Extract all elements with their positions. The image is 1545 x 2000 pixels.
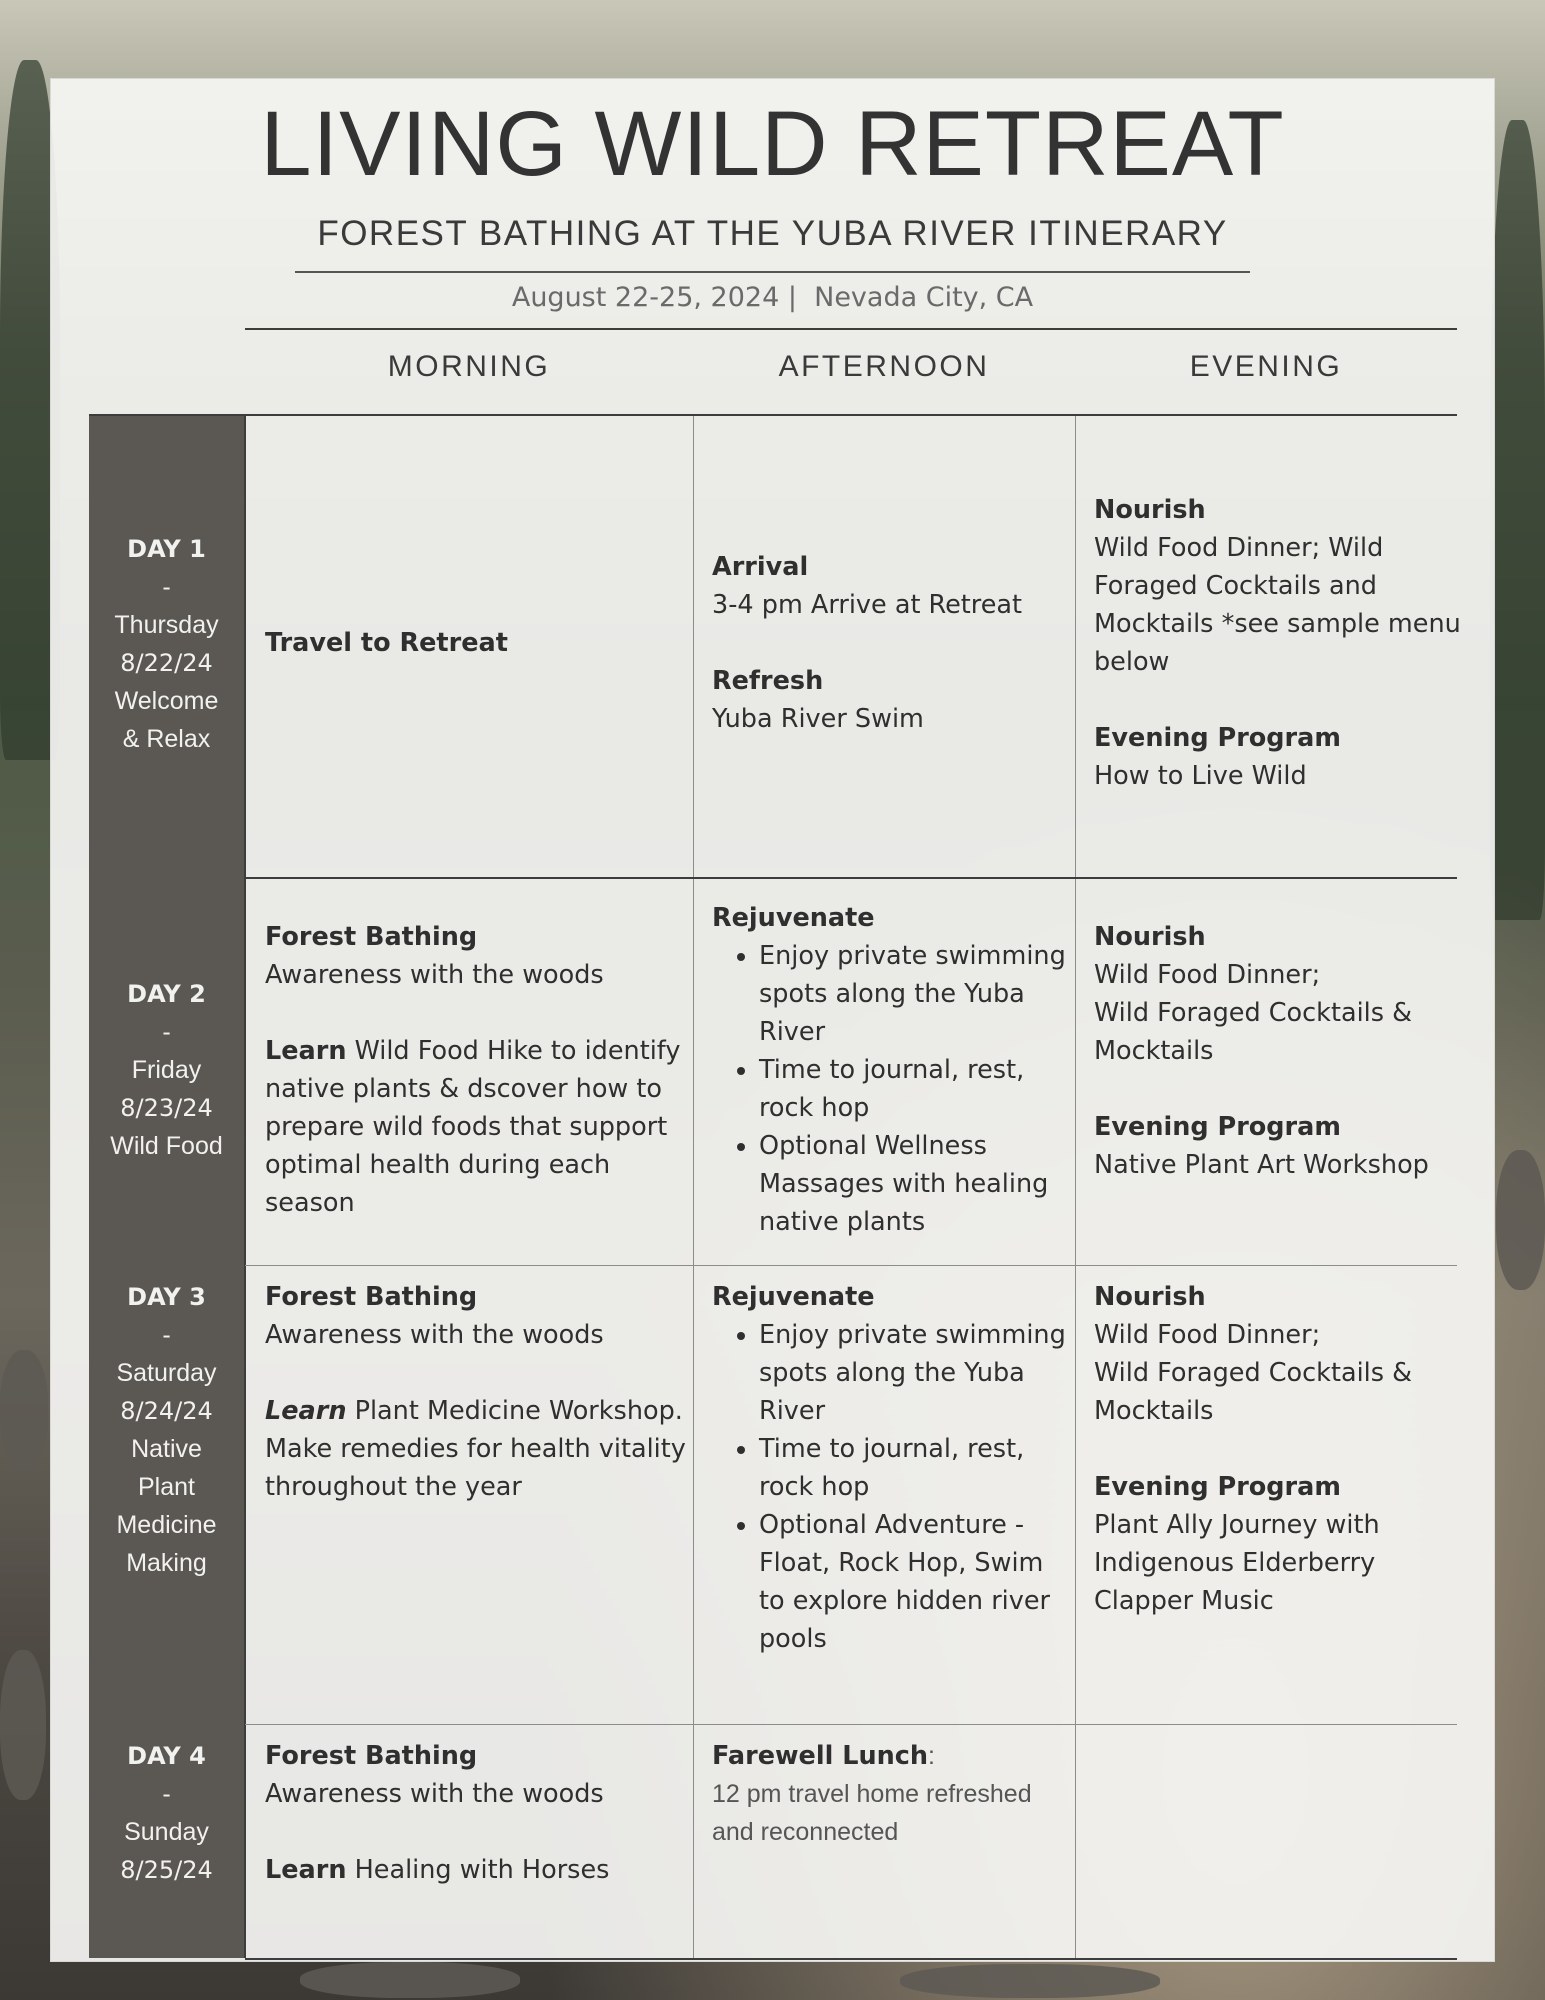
cell-day2-evening (1094, 918, 1429, 1184)
header-top-rule (245, 328, 1457, 330)
cell-day2-morning (265, 918, 680, 1222)
cell-heading: Evening Program (1094, 723, 1341, 753)
day-label (89, 530, 244, 758)
list-item (759, 937, 1066, 1051)
list-item-line: to explore hidden river (759, 1586, 1051, 1616)
day-number: DAY 2 (127, 980, 206, 1008)
day-theme: Medicine (116, 1511, 217, 1539)
cell-heading: Forest Bathing (265, 1741, 478, 1771)
cell-day3-morning (265, 1278, 686, 1506)
activity-list (712, 937, 1066, 1241)
day-weekday: Thursday (114, 611, 219, 639)
cell-text: prepare wild foods that support (265, 1112, 668, 1142)
list-item-line: Time to journal, rest, (759, 1434, 1025, 1464)
cell-heading: Nourish (1094, 495, 1206, 525)
list-item-line: Optional Wellness (759, 1131, 987, 1161)
list-item-line: Float, Rock Hop, Swim (759, 1548, 1044, 1578)
day-dash: - (162, 1780, 171, 1808)
day-weekday: Saturday (116, 1359, 217, 1387)
cell-heading: Evening Program (1094, 1472, 1341, 1502)
row-divider (245, 1265, 1457, 1266)
learn-label: Learn (265, 1396, 347, 1426)
row-divider (245, 877, 1457, 879)
list-item-line: Massages with healing (759, 1169, 1049, 1199)
list-item-line: spots along the Yuba (759, 1358, 1025, 1388)
cell-heading: Forest Bathing (265, 922, 478, 952)
cell-day3-afternoon (712, 1278, 1066, 1658)
day-dash: - (162, 1321, 171, 1349)
cell-text: Wild Food Dinner; (1094, 960, 1321, 990)
background-rock (900, 1964, 1160, 1998)
day-date: 8/23/24 (120, 1094, 213, 1122)
cell-day1-afternoon (712, 548, 1022, 738)
column-divider (693, 416, 694, 1958)
cell-heading-line (712, 1737, 1032, 1775)
cell-text: Indigenous Elderberry (1094, 1548, 1376, 1578)
list-item-line: rock hop (759, 1093, 870, 1123)
day-column-edge (244, 416, 246, 1958)
cell-text: below (1094, 647, 1170, 677)
day-theme: Plant (138, 1473, 195, 1501)
page-subtitle: FOREST BATHING AT THE YUBA RIVER ITINERARY (317, 214, 1228, 253)
cell-text: season (265, 1188, 355, 1218)
table-bottom-rule (245, 1958, 1457, 1960)
activity-list (712, 1316, 1066, 1658)
cell-heading: Arrival (712, 552, 809, 582)
cell-text: Plant Ally Journey with (1094, 1510, 1380, 1540)
background-rock (300, 1962, 520, 1998)
event-location: Nevada City, CA (814, 282, 1034, 313)
background-rock (0, 1350, 48, 1470)
list-item (759, 1316, 1066, 1430)
cell-text: How to Live Wild (1094, 761, 1307, 791)
cell-day1-morning (265, 624, 508, 662)
cell-text: Awareness with the woods (265, 1320, 604, 1350)
cell-text: Make remedies for health vitality (265, 1434, 686, 1464)
day-theme: Making (126, 1549, 207, 1577)
cell-text: optimal health during each (265, 1150, 611, 1180)
cell-text: Mocktails (1094, 1396, 1214, 1426)
day-date: 8/22/24 (120, 649, 213, 677)
column-header-morning: MORNING (387, 350, 551, 383)
list-item (759, 1506, 1066, 1658)
cell-heading: Nourish (1094, 922, 1206, 952)
column-header-evening: EVENING (1189, 350, 1343, 383)
cell-text: and reconnected (712, 1818, 899, 1846)
list-item-line: native plants (759, 1207, 926, 1237)
day-label (89, 975, 244, 1165)
cell-text: Wild Food Dinner; (1094, 1320, 1321, 1350)
learn-line (265, 1032, 680, 1070)
cell-text: 3-4 pm Arrive at Retreat (712, 590, 1023, 620)
list-item (759, 1127, 1066, 1241)
row-divider (245, 1724, 1457, 1725)
cell-heading: Nourish (1094, 1282, 1206, 1312)
day-dash: - (162, 1018, 171, 1046)
separator: | (787, 282, 797, 313)
background-rock (0, 1650, 46, 1800)
cell-heading: Travel to Retreat (265, 628, 508, 658)
cell-heading: Farewell Lunch (712, 1741, 929, 1771)
cell-text: 12 pm travel home refreshed (712, 1780, 1032, 1808)
cell-text: Mocktails (1094, 1036, 1214, 1066)
date-location-line (0, 282, 1545, 313)
day-weekday: Friday (131, 1056, 202, 1084)
cell-day1-evening (1094, 491, 1461, 795)
list-item (759, 1051, 1066, 1127)
day-number: DAY 1 (127, 535, 206, 563)
cell-heading: Refresh (712, 666, 824, 696)
day-theme: Wild Food (110, 1132, 223, 1160)
cell-heading: Rejuvenate (712, 1282, 875, 1312)
cell-day4-afternoon (712, 1737, 1032, 1851)
day-theme: Welcome (114, 687, 219, 715)
day-number: DAY 4 (127, 1742, 206, 1770)
day-theme: Native (131, 1435, 202, 1463)
list-item-line: River (759, 1017, 826, 1047)
list-item-line: Enjoy private swimming (759, 1320, 1066, 1350)
day-label (89, 1737, 244, 1889)
cell-text: Healing with Horses (354, 1855, 610, 1885)
day-weekday: Sunday (124, 1818, 209, 1846)
day-dash: - (162, 573, 171, 601)
cell-heading: Forest Bathing (265, 1282, 478, 1312)
day-date: 8/25/24 (120, 1856, 213, 1884)
header-bottom-rule (89, 414, 1457, 416)
list-item-line: Time to journal, rest, (759, 1055, 1025, 1085)
cell-text: Wild Food Hike to identify (354, 1036, 681, 1066)
cell-text: Mocktails *see sample menu (1094, 609, 1461, 639)
day-theme: & Relax (122, 725, 211, 753)
learn-line (265, 1851, 609, 1889)
event-dates: August 22-25, 2024 (511, 282, 780, 313)
list-item (759, 1430, 1066, 1506)
learn-label: Learn (265, 1855, 347, 1885)
cell-text: throughout the year (265, 1472, 522, 1502)
cell-text: Wild Foraged Cocktails & (1094, 998, 1413, 1028)
subtitle-divider (295, 271, 1250, 273)
column-divider (1075, 416, 1076, 1958)
cell-text: Clapper Music (1094, 1586, 1274, 1616)
cell-text: Wild Foraged Cocktails & (1094, 1358, 1413, 1388)
heading-colon: : (928, 1742, 935, 1770)
cell-day2-afternoon (712, 899, 1066, 1241)
list-item-line: Enjoy private swimming (759, 941, 1066, 971)
learn-label: Learn (265, 1036, 347, 1066)
list-item-line: spots along the Yuba (759, 979, 1025, 1009)
list-item-line: rock hop (759, 1472, 870, 1502)
cell-heading: Rejuvenate (712, 903, 875, 933)
cell-day4-morning (265, 1737, 609, 1889)
cell-text: Yuba River Swim (712, 704, 924, 734)
learn-line (265, 1392, 686, 1430)
cell-text: Foraged Cocktails and (1094, 571, 1377, 601)
cell-day3-evening (1094, 1278, 1412, 1620)
cell-text: Awareness with the woods (265, 1779, 604, 1809)
cell-text: Awareness with the woods (265, 960, 604, 990)
cell-text: Native Plant Art Workshop (1094, 1150, 1429, 1180)
cell-text: Wild Food Dinner; Wild (1094, 533, 1384, 563)
day-date: 8/24/24 (120, 1397, 213, 1425)
background-rock (1496, 1150, 1545, 1290)
page-title: LIVING WILD RETREAT (260, 93, 1285, 195)
cell-text: native plants & dscover how to (265, 1074, 662, 1104)
cell-heading: Evening Program (1094, 1112, 1341, 1142)
column-header-afternoon: AFTERNOON (778, 350, 990, 383)
day-label (89, 1278, 244, 1582)
list-item-line: River (759, 1396, 826, 1426)
day-number: DAY 3 (127, 1283, 206, 1311)
list-item-line: pools (759, 1624, 827, 1654)
list-item-line: Optional Adventure - (759, 1510, 1025, 1540)
cell-text: Plant Medicine Workshop. (354, 1396, 683, 1426)
